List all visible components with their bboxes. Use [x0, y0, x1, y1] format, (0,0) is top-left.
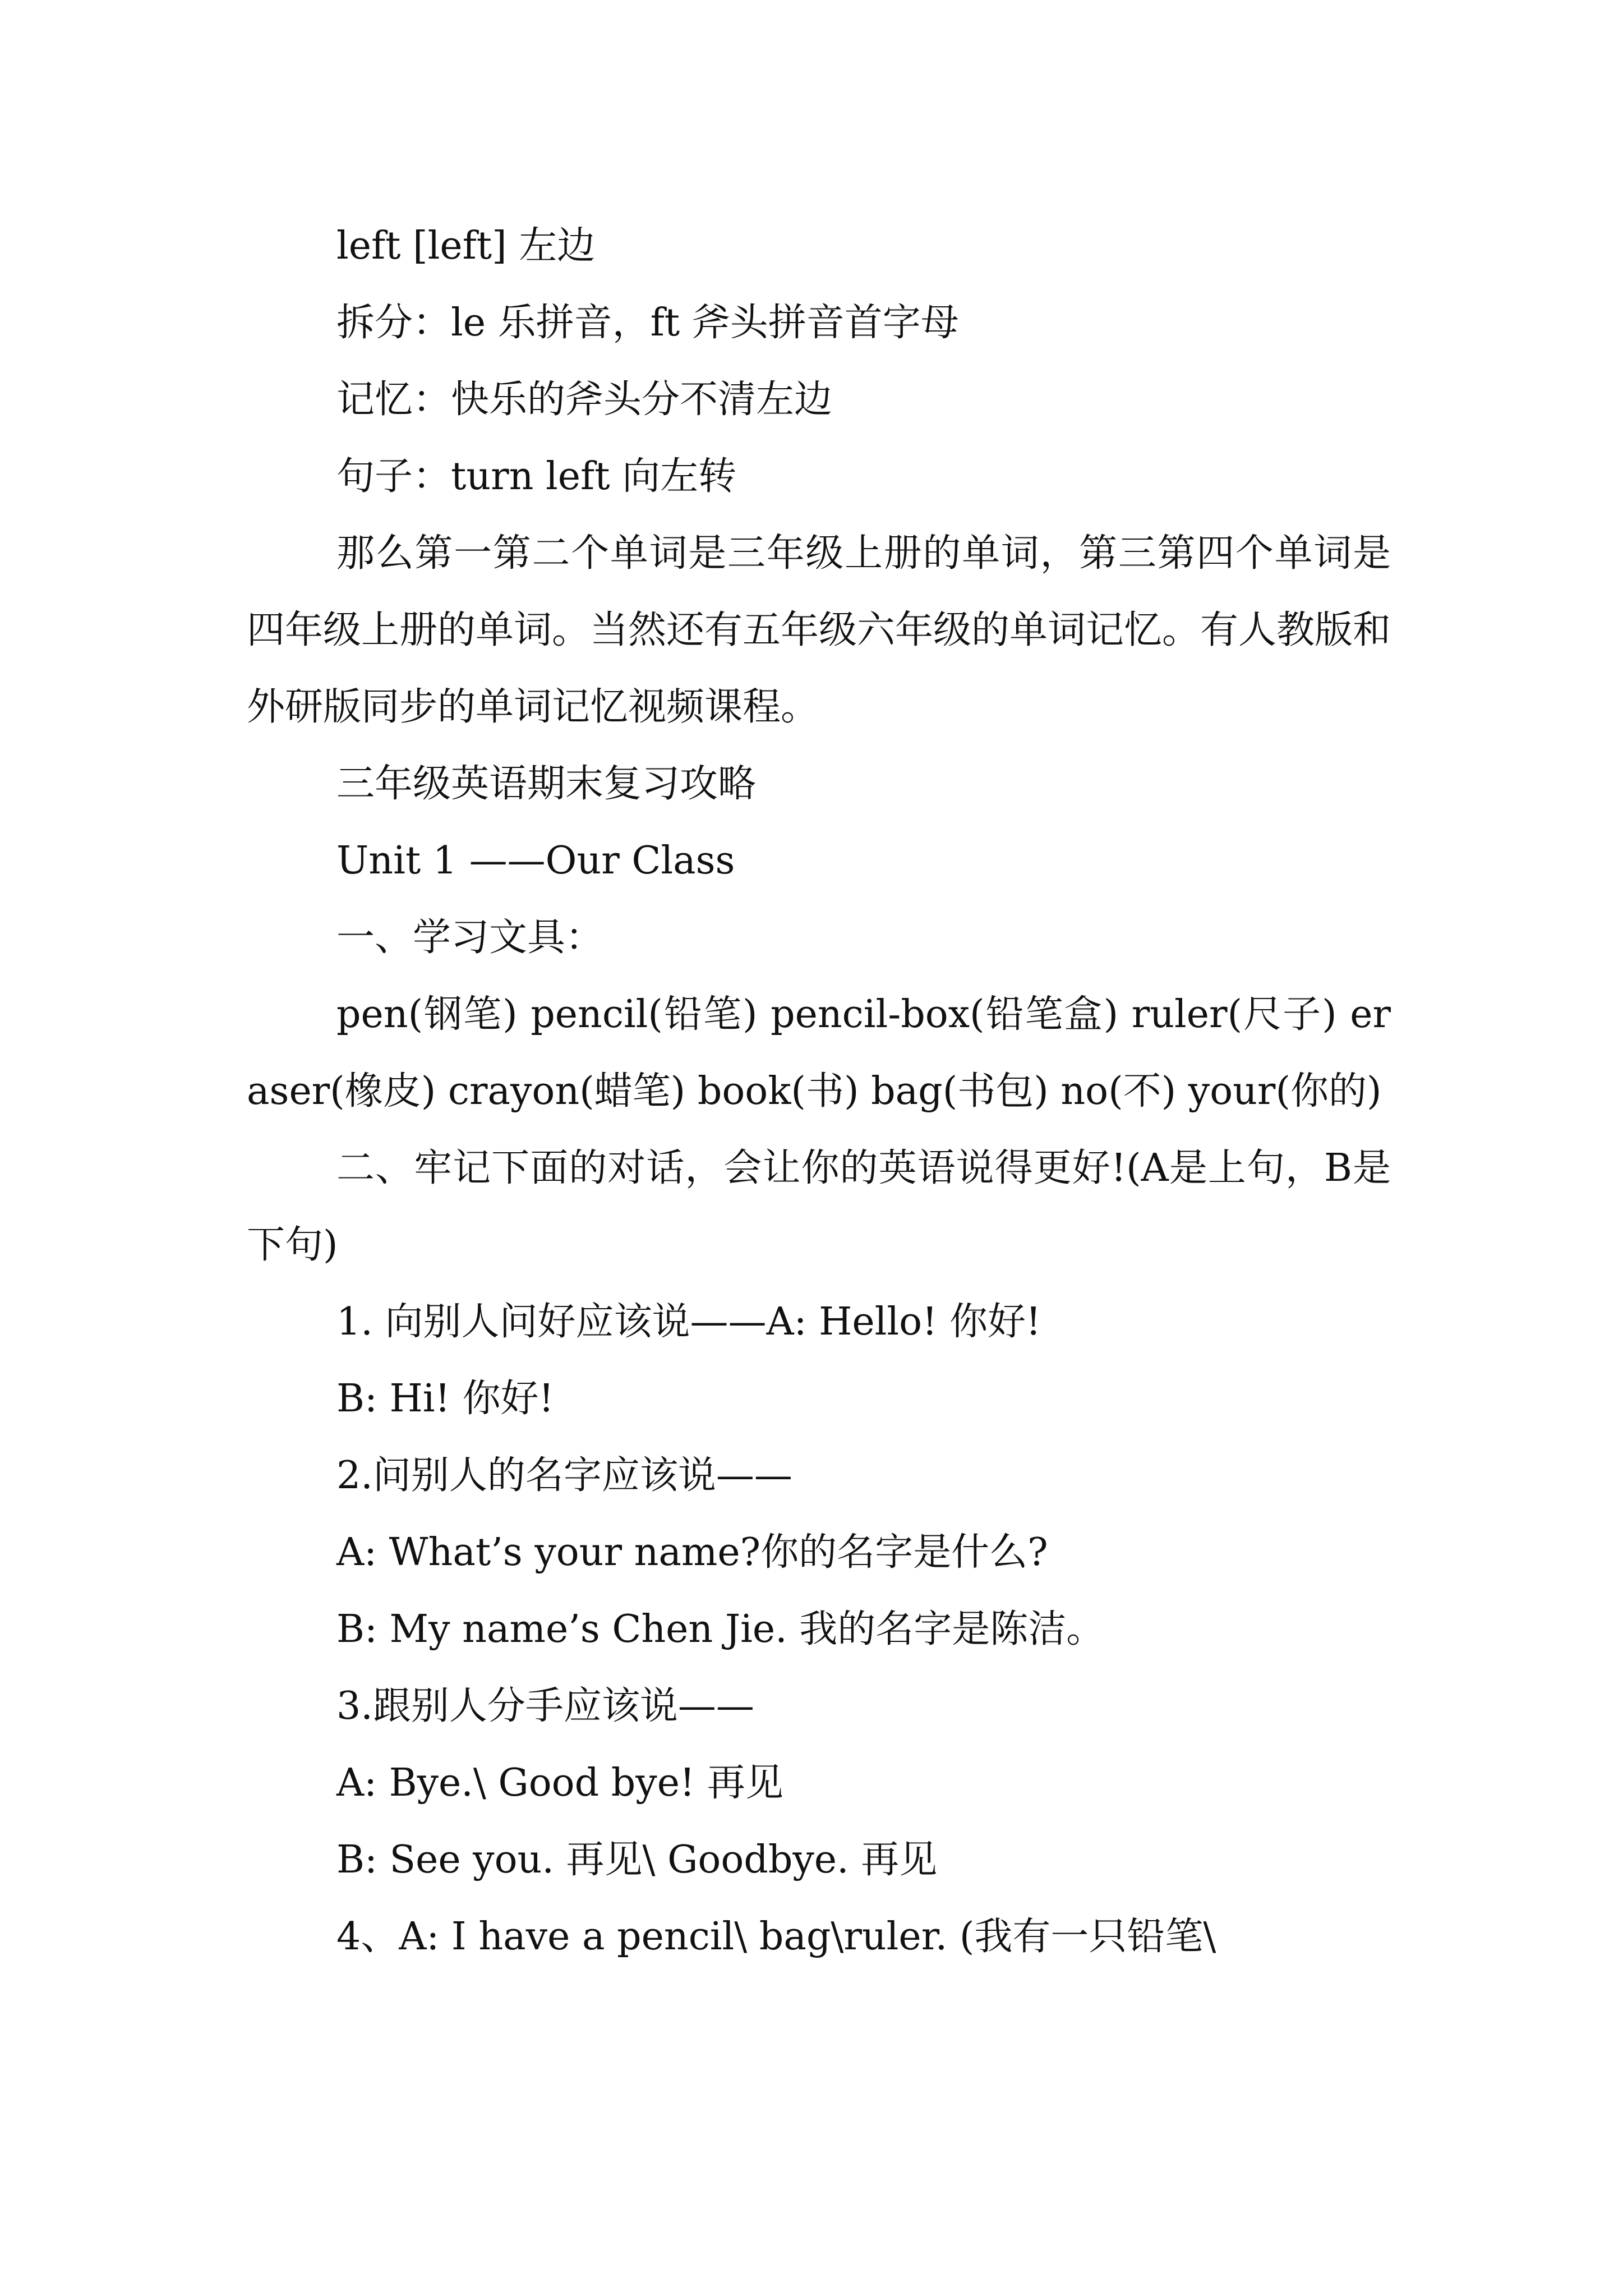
paragraph: B: Hi! 你好! [336, 1377, 554, 1421]
paragraph: 那么第一第二个单词是三年级上册的单词，第三第四个单词是四年级上册的单词。当然还有五年级六年级的单词记忆。有人教版和外研版同步的单词记忆视频课程。 [247, 531, 1391, 729]
paragraph: 句子：turn left 向左转 [336, 454, 737, 499]
paragraph: 三年级英语期末复习攻略 [336, 762, 757, 806]
paragraph: left [left] 左边 [336, 224, 596, 268]
paragraph: 一、学习文具： [336, 915, 604, 960]
paragraph: A: Bye.\ Good bye! 再见 [336, 1761, 783, 1805]
paragraph: pen(钢笔) pencil(铅笔) pencil-box(铅笔盒) ruler(尺子) eraser(橡皮) crayon(蜡笔) book(书) bag(书包) no(不) your(你的) [247, 992, 1391, 1114]
paragraph: 记忆：快乐的斧头分不清左边 [336, 378, 833, 422]
paragraph: 4、A: I have a pencil\ bag\ruler. (我有一只铅笔\ [336, 1915, 1216, 1959]
document-body [247, 208, 1391, 1975]
paragraph: B: See you. 再见\ Goodbye. 再见 [336, 1838, 938, 1882]
paragraph: 拆分：le 乐拼音，ft 斧头拼音首字母 [336, 301, 959, 345]
paragraph: 3.跟别人分手应该说—— [336, 1684, 754, 1728]
paragraph: Unit 1 ——Our Class [336, 839, 735, 883]
paragraph: 2.问别人的名字应该说—— [336, 1453, 792, 1498]
paragraph: 1. 向别人问好应该说——A: Hello! 你好! [336, 1300, 1041, 1344]
paragraph: A: What’s your name?你的名字是什么? [336, 1530, 1048, 1575]
paragraph: B: My name’s Chen Jie. 我的名字是陈洁。 [336, 1607, 1105, 1651]
paragraph: 二、牢记下面的对话，会让你的英语说得更好!(A是上句，B是下句) [247, 1146, 1391, 1267]
